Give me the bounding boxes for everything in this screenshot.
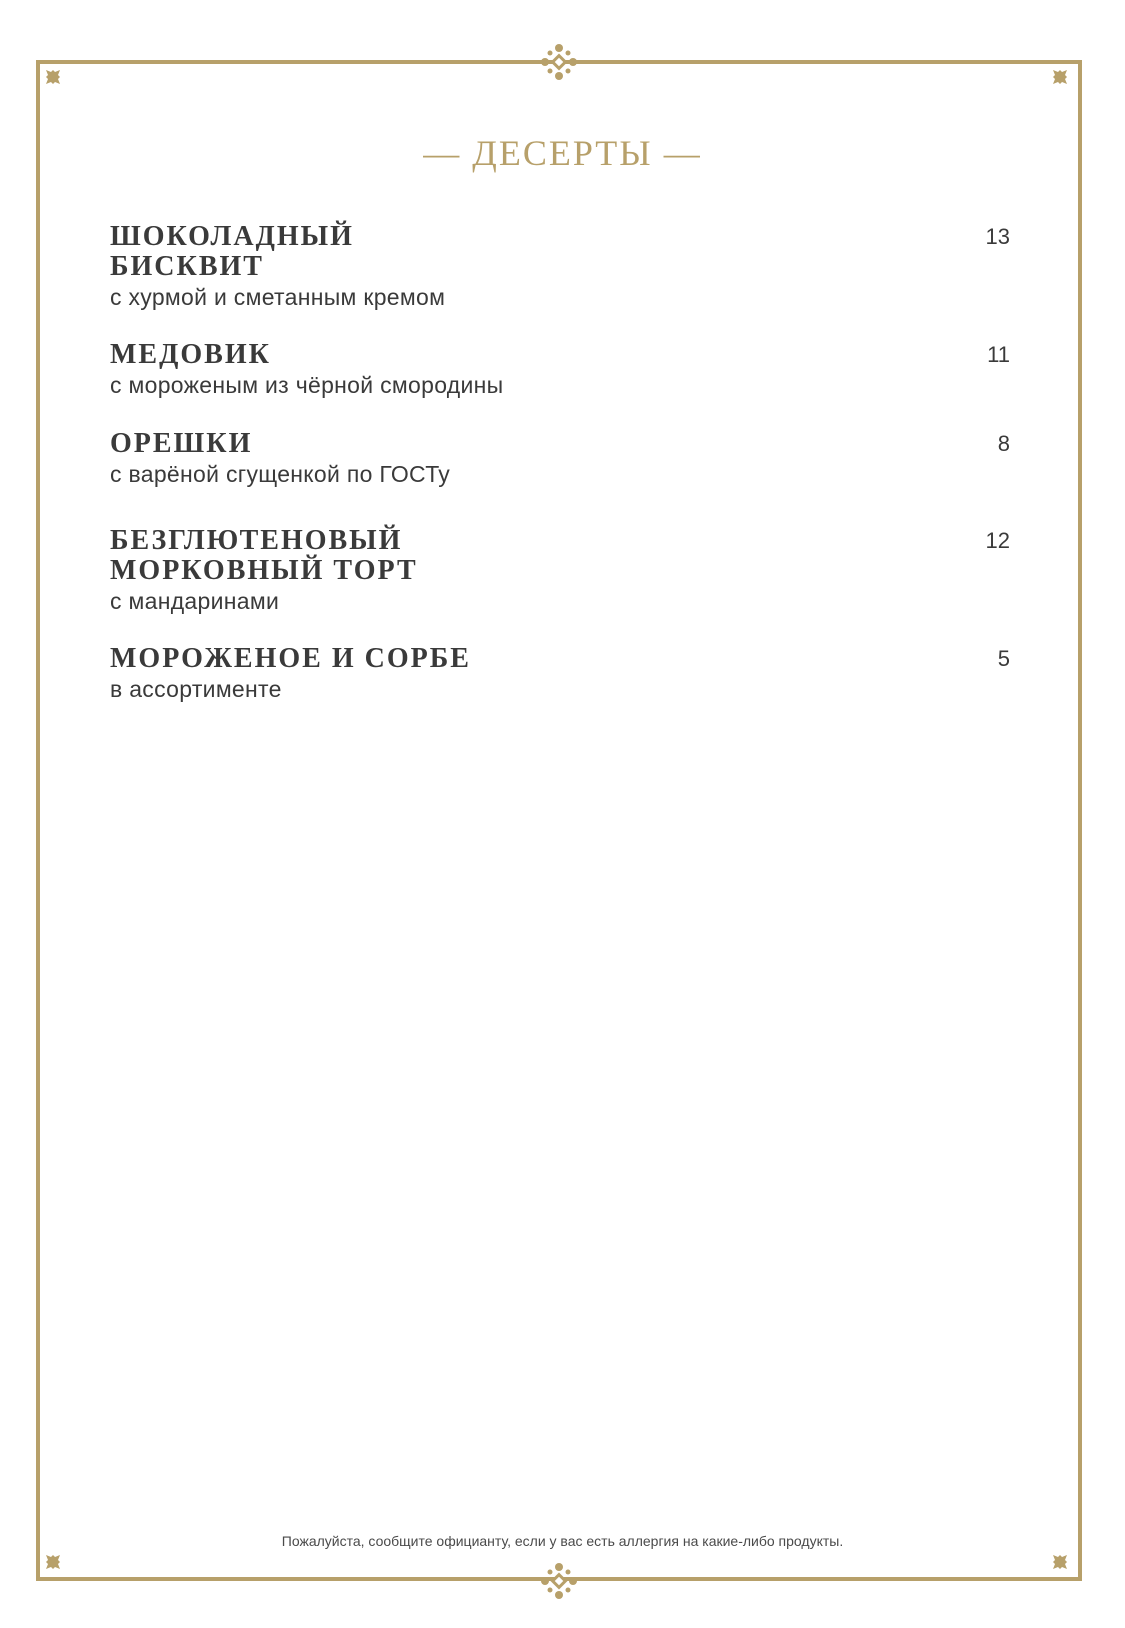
item-price: 5 — [997, 646, 1010, 671]
item-name: БЕЗГЛЮТЕНОВЫЙ МОРКОВНЫЙ ТОРТ — [110, 525, 418, 586]
ornament-cross-icon — [44, 1553, 62, 1571]
item-description: с хурмой и сметанным кремом — [110, 284, 446, 310]
item-price: 8 — [997, 431, 1010, 456]
allergy-note: Пожалуйста, сообщите официанту, если у вас есть аллергия на какие-либо продукты. — [281, 1533, 844, 1549]
item-name: МЕДОВИК — [110, 339, 271, 370]
item-name: ШОКОЛАДНЫЙ БИСКВИТ — [110, 221, 354, 282]
item-price: 11 — [987, 342, 1010, 367]
menu-item — [110, 340, 1010, 400]
item-name: МОРОЖЕНОЕ И СОРБЕ — [110, 643, 471, 674]
item-price: 13 — [985, 224, 1010, 249]
ornament-cross-icon — [44, 68, 62, 86]
item-price: 12 — [985, 528, 1010, 553]
section-title: — ДЕСЕРТЫ — — [423, 133, 702, 173]
item-name: ОРЕШКИ — [110, 428, 253, 459]
menu-item — [110, 526, 1010, 616]
ornament-flower-icon — [539, 42, 579, 82]
ornament-cross-icon — [1051, 1553, 1069, 1571]
menu-item — [110, 429, 1010, 489]
item-description: с варёной сгущенкой по ГОСТу — [110, 461, 451, 487]
menu-item — [110, 222, 1010, 312]
menu-item — [110, 644, 1010, 704]
item-description: в ассортименте — [110, 676, 282, 702]
ornament-cross-icon — [1051, 68, 1069, 86]
item-description: с мороженым из чёрной смородины — [110, 372, 504, 398]
item-description: с мандаринами — [110, 588, 280, 614]
ornament-flower-icon — [539, 1561, 579, 1601]
